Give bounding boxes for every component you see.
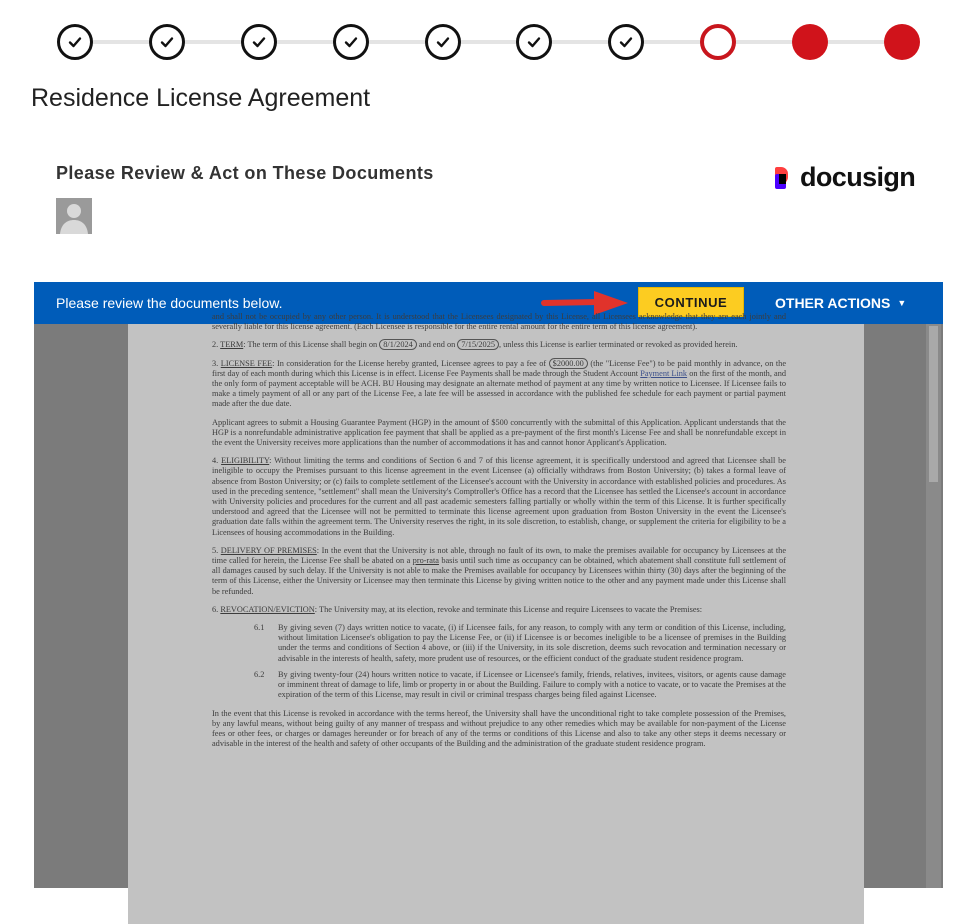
check-icon	[343, 34, 359, 50]
step-5-done	[425, 24, 461, 60]
step-2-done	[149, 24, 185, 60]
doc-section-license-fee: 3. LICENSE FEE: In consideration for the License hereby granted, Licensee agrees to pay a fee of $2000.00 (the "License Fee") to be paid monthly in advance, on the first day of each month during which this License is in effect. License Fee Payments shall be made through the Student Account Payment Link on the first of the month, and the only form of payment acceptable will be ACH. BU Housing may designate an alternate method of payment at any time by written notice to Licensee. If Licensee fails to make a timely payment of all or any part of the License Fee, a late fee will be assessed in accordance with the published fee schedule for each payment or partial payment made after the due date.	[212, 358, 786, 409]
step-9-todo	[792, 24, 828, 60]
check-icon	[526, 34, 542, 50]
step-1-done	[57, 24, 93, 60]
step-4-done	[333, 24, 369, 60]
step-6-done	[516, 24, 552, 60]
doc-section-delivery: 5. DELIVERY OF PREMISES: In the event that the University is not able, through no fault of its own, to make the premises available for occupancy by Licensees at the time called for herein, the License Fee shall be abated on a pro-rata basis until such time as occupancy can be obtained, which abatement shall constitute full settlement of all damages caused by such delay. If the University is not able to make the Premises available for occupancy by Licensees within thirty (30) days after the beginning of the term of this License, either the University or Licensee may then terminate this License by giving written notice to the other and any payment made under this License shall be refunded.	[212, 545, 787, 596]
payment-link[interactable]: Payment Link	[640, 368, 688, 378]
start-date-field: 8/1/2024	[379, 339, 417, 350]
doc-subsection-6-1: 6.1 By giving seven (7) days written notice to vacate, (i) if Licensee fails, for any reason, to comply with any term or condition of this License, including, without limitation Licensee's obligation to pay the License Fee, or (ii) if Licensee is or becomes ineligible to be a licensee of premises in the Building under the terms and conditions of Section 4 above, or (iii) if the University, in its sole discretion, deems such revocation and termination necessary or advisable in the interests of health, safety, more prudent use of resources, or the efficient conduct of the graduate student residence program.	[254, 623, 786, 663]
doc-paragraph-hgp: Applicant agrees to submit a Housing Guarantee Payment (HGP) in the amount of $500 concurrently with the submittal of this Application. Applicant understands that the HGP is a nonrefundable administrative application fee payment that shall be applied as a pre-payment of the first month's License Fee and shall be nonrefundable except in the event the University receives more applications than the number of accommodations it has and cannot honor Applicant's Application.	[212, 417, 786, 448]
doc-paragraph-final: In the event that this License is revoked in accordance with the terms hereof, the University shall have the unconditional right to take complete possession of the Premises, by any lawful means, without being guilty of any manner of trespass and without prejudice to any other remedies which may be available for non-payment of the License fees or other fees, or charges or damages hereunder or for breach of any of the terms or conditions of this License and also to take any other steps it deems necessary or advisable in the interest of the health and safety of other occupants of the Building and the administration of the graduate student residence program.	[212, 708, 786, 749]
stepper-track	[75, 40, 902, 44]
document-scrollbar[interactable]	[926, 324, 941, 888]
step-10-todo	[884, 24, 920, 60]
document-text	[212, 312, 786, 757]
check-icon	[159, 34, 175, 50]
docusign-logo	[775, 162, 915, 193]
doc-section-eligibility: 4. ELIGIBILITY: Without limiting the terms and conditions of Section 6 and 7 of this license agreement, it is specifically understood and agreed that Licensee shall be ineligible to occupy the Premises pursuant to this license agreement in the event Licensee (a) officially withdraws from Boston University; (b) takes a formal leave of absence from Boston University; or (c) fails to complete settlement of the Licensee's account with the University in accordance with established policies and procedures. As used in the preceding sentence, "settlement" shall mean the University's Comptroller's Office has a record that the Licensee has settled the Licensee's account in accordance with University policies and procedures for the current and all past academic semesters falling partially or wholly within the term of this License. It is further specifically understood and agreed that the Licensee will not be permitted to terminate this license agreement upon graduation from Boston University in the event the Licensee's graduation date falls within the agreement term. The University reserves the right, in its sole discretion, to establish, change, or supplement the criteria for eligibility to be a Licensees of housing accommodations in the Building.	[212, 456, 786, 537]
doc-section-revocation: 6. REVOCATION/EVICTION: The University may, at its election, revoke and terminate this License and require Licensees to vacate the Premises:	[212, 604, 703, 614]
check-icon	[251, 34, 267, 50]
end-date-field: 7/15/2025	[457, 339, 499, 350]
check-icon	[435, 34, 451, 50]
other-actions-button[interactable]	[775, 295, 906, 311]
step-3-done	[241, 24, 277, 60]
document-viewer[interactable]	[34, 312, 943, 888]
scrollbar-thumb[interactable]	[929, 326, 938, 482]
review-message: Please review the documents below.	[56, 295, 283, 311]
doc-paragraph-intro: and shall not be occupied by any other person. It is understood that the Licensees designated by this License, all Licensees acknowledge that they are each jointly and severally liable for this license agreement. (Each Licensee is responsible for the entire rental amount for the entire term of this license agreement).	[212, 312, 786, 332]
user-avatar-icon	[56, 198, 92, 234]
progress-stepper	[57, 23, 920, 61]
step-7-done	[608, 24, 644, 60]
document-page	[128, 312, 864, 924]
check-icon	[67, 34, 83, 50]
review-heading: Please Review & Act on These Documents	[56, 163, 434, 183]
brand-name: docusign	[800, 162, 916, 192]
step-8-current	[700, 24, 736, 60]
doc-section-term: 2. TERM: The term of this License shall begin on 8/1/2024 and end on 7/15/2025 , unless this License is earlier terminated or revoked as provided herein.	[212, 340, 738, 350]
continue-button[interactable]: CONTINUE	[638, 287, 744, 317]
check-icon	[618, 34, 634, 50]
fee-amount-field: $2000.00	[549, 358, 588, 369]
other-actions-label: OTHER ACTIONS	[775, 295, 891, 311]
page-title: Residence License Agreement	[31, 84, 371, 112]
docusign-mark-icon	[775, 167, 795, 189]
doc-subsection-6-2: 6.2 By giving twenty-four (24) hours written notice to vacate, if Licensee or Licensee's family, friends, relatives, invitees, visitors, or agents cause damage or imminent threat of damage to life, limb or property in or about the Building. Failure to comply with a notice to vacate, or to vacate the Premises at the expiration of the term of this License, may result in civil or criminal trespass charges being filed against Licensee.	[254, 669, 786, 700]
caret-down-icon: ▼	[897, 298, 907, 308]
